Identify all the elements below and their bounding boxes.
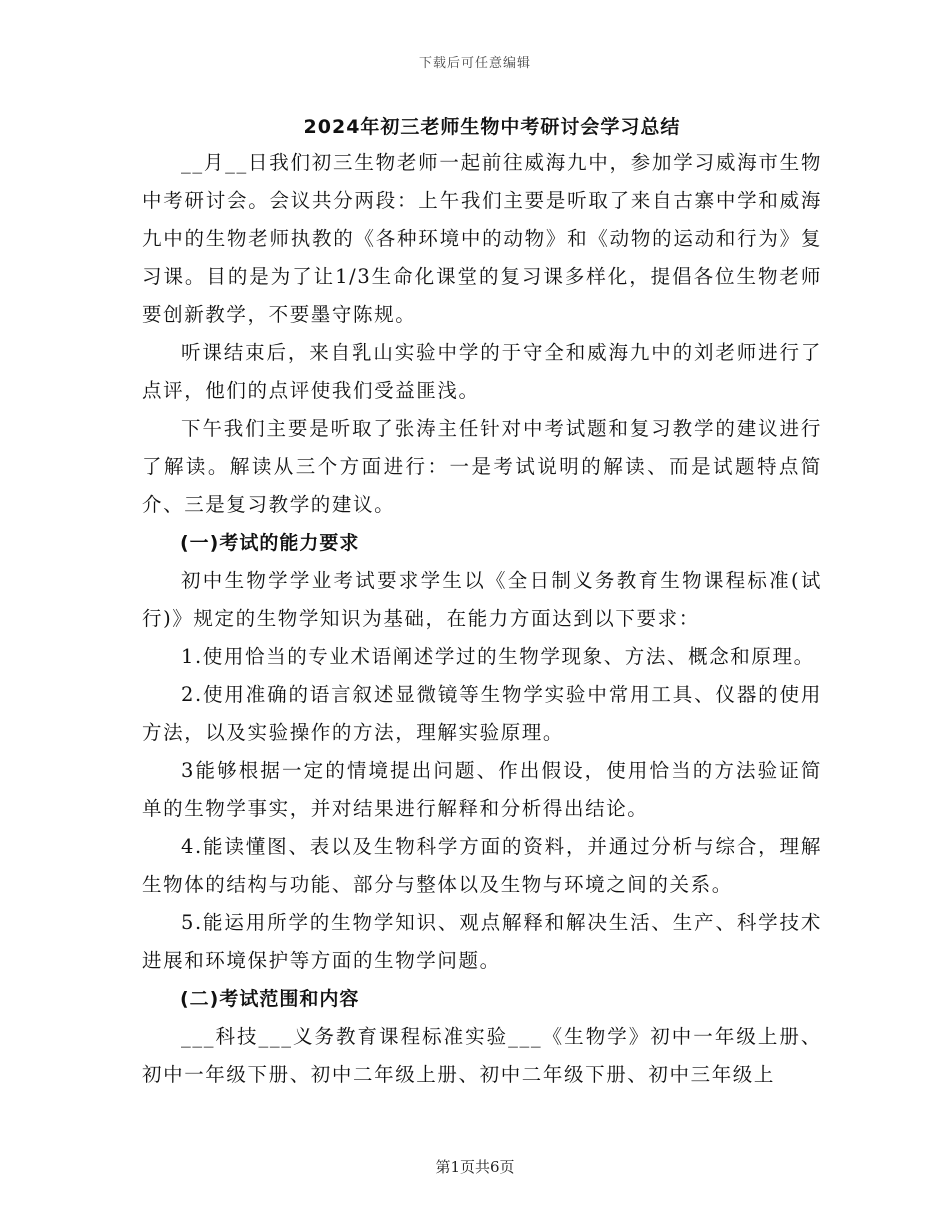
paragraph-ability-intro: 初中生物学学业考试要求学生以《全日制义务教育生物课程标准(试行)》规定的生物学知识为基础，在能力方面达到以下要求： [142,569,822,630]
page-header-note: 下载后可任意编辑 [418,56,531,71]
list-item-requirement-4: 4.能读懂图、表以及生物科学方面的资料，并通过分析与综合，理解生物体的结构与功能、部分与整体以及生物与环境之间的关系。 [142,835,822,896]
paragraph-review-comments: 听课结束后，来自乳山实验中学的于守全和威海九中的刘老师进行了点评，他们的点评使我们受益匪浅。 [142,341,822,402]
list-item-requirement-5: 5.能运用所学的生物学知识、观点解释和解决生活、生产、科学技术进展和环境保护等方面的生物学问题。 [142,911,822,972]
paragraph-exam-scope: ___科技___义务教育课程标准实验___《生物学》初中一年级上册、初中一年级下册、初中二年级上册、初中二年级下册、初中三年级上 [142,1025,822,1086]
page-footer-pagination: 第1页共6页 [435,1158,515,1176]
paragraph-afternoon-session: 下午我们主要是听取了张涛主任针对中考试题和复习教学的建议进行了解读。解读从三个方面进行：一是考试说明的解读、而是试题特点简介、三是复习教学的建议。 [142,417,822,516]
list-item-requirement-2: 2.使用准确的语言叙述显微镜等生物学实验中常用工具、仪器的使用方法，以及实验操作的方法，理解实验原理。 [142,683,822,744]
document-body [142,112,822,1094]
document-title: 2024年初三老师生物中考研讨会学习总结 [303,116,681,138]
section-heading-exam-scope: (二)考试范围和内容 [180,988,360,1010]
list-item-requirement-1: 1.使用恰当的专业术语阐述学过的生物学现象、方法、概念和原理。 [181,645,815,668]
paragraph-meeting-intro: __月__日我们初三生物老师一起前往威海九中，参加学习威海市生物中考研讨会。会议共分两段：上午我们主要是听取了来自古寨中学和威海九中的生物老师执教的《各种环境中的动物》和《动物的运动和行为》复习课。目的是为了让1/3生命化课堂的复习课多样化，提倡各位生物老师要创新教学，不要墨守陈规。 [142,151,822,326]
section-heading-ability-requirements: (一)考试的能力要求 [180,532,360,554]
list-item-requirement-3: 3能够根据一定的情境提出问题、作出假设，使用恰当的方法验证简单的生物学事实，并对结果进行解释和分析得出结论。 [142,759,822,820]
